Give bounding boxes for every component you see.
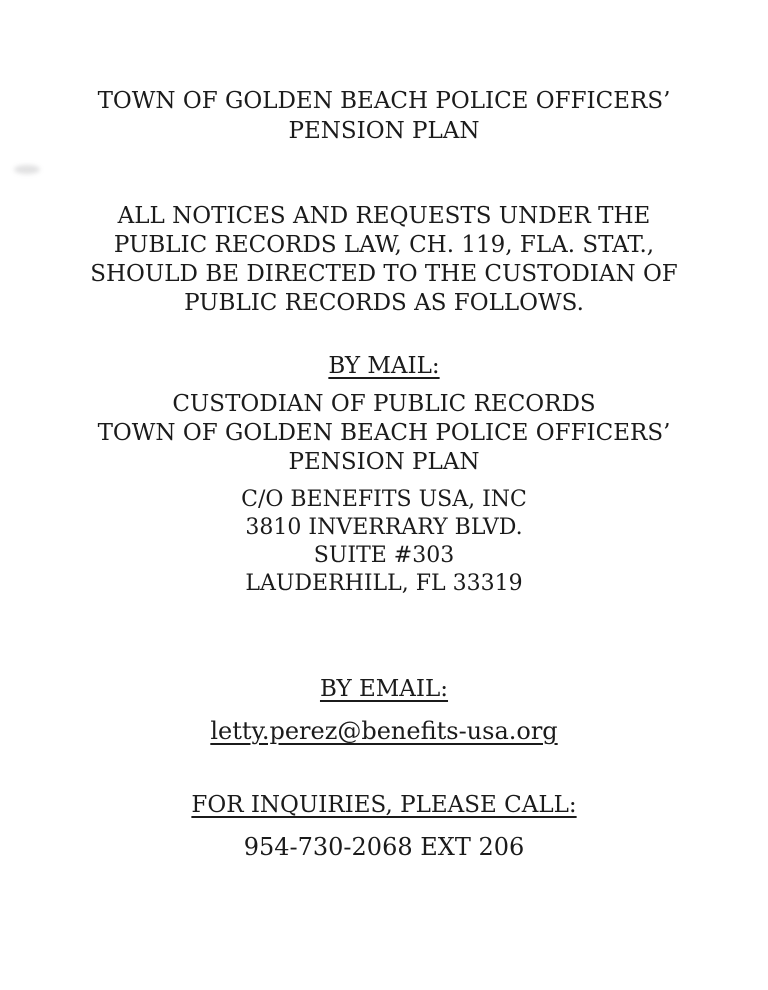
by-mail-section-heading xyxy=(0,351,768,381)
phone-number-row xyxy=(0,832,768,862)
by-email-heading-text: BY EMAIL: xyxy=(319,676,449,702)
mail-recipient xyxy=(0,390,768,477)
inquiries-section-heading xyxy=(0,790,768,820)
mail-address xyxy=(0,486,768,598)
email-address-row xyxy=(0,716,768,746)
mail-recipient-line: CUSTODIAN OF PUBLIC RECORDS xyxy=(172,391,596,417)
scan-smudge-artifact xyxy=(14,165,40,174)
title-line: PENSION PLAN xyxy=(288,118,480,144)
public-records-notice xyxy=(0,202,768,318)
notice-line: PUBLIC RECORDS AS FOLLOWS. xyxy=(184,290,584,316)
by-mail-heading-text: BY MAIL: xyxy=(328,353,440,379)
mail-address-line: LAUDERHILL, FL 33319 xyxy=(245,571,523,596)
mail-recipient-line: TOWN OF GOLDEN BEACH POLICE OFFICERS’ xyxy=(97,420,671,446)
mail-address-line: 3810 INVERRARY BLVD. xyxy=(245,515,523,540)
email-address: letty.perez@benefits-usa.org xyxy=(210,717,558,745)
phone-number: 954-730-2068 EXT 206 xyxy=(243,833,525,861)
document-title xyxy=(0,0,768,146)
by-email-section-heading xyxy=(0,674,768,704)
notice-line: SHOULD BE DIRECTED TO THE CUSTODIAN OF xyxy=(90,261,678,287)
notice-line: ALL NOTICES AND REQUESTS UNDER THE xyxy=(117,203,651,229)
notice-line: PUBLIC RECORDS LAW, CH. 119, FLA. STAT., xyxy=(113,232,655,258)
mail-recipient-line: PENSION PLAN xyxy=(288,449,480,475)
title-line: TOWN OF GOLDEN BEACH POLICE OFFICERS’ xyxy=(97,88,671,114)
mail-address-line: SUITE #303 xyxy=(313,543,455,568)
mail-address-line: C/O BENEFITS USA, INC xyxy=(241,487,527,512)
inquiries-heading-text: FOR INQUIRIES, PLEASE CALL: xyxy=(191,792,577,818)
